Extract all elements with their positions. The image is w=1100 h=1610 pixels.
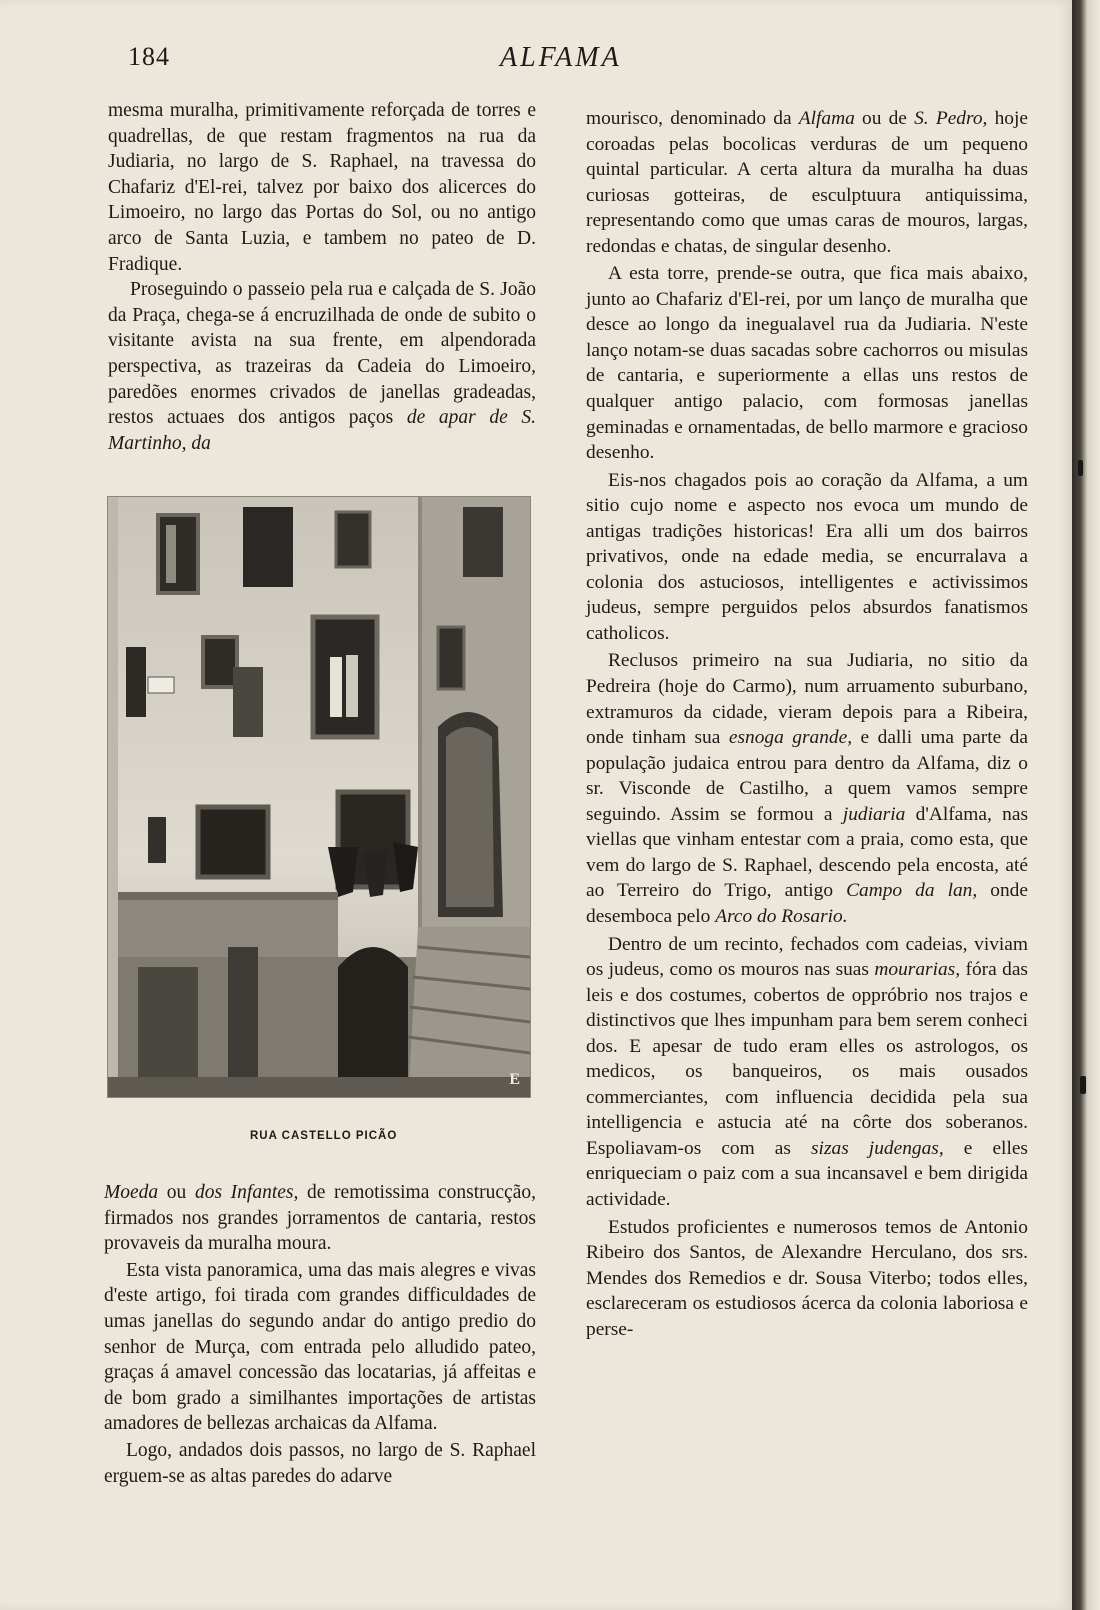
- paragraph: Esta vista panoramica, uma das mais alegres e vivas d'este artigo, foi tirada com grandes difficuldades de umas janellas do segundo andar do antigo predio do senhor de Murça, com entrada pelo alludido pateo, graças á amavel concessão das locatarias, já affeitas e de bom grado a similhantes importações de artistas amadores de bellezas archaicas da Alfama.: [104, 1259, 536, 1435]
- edge-mark: [1080, 1076, 1086, 1094]
- paragraph: A esta torre, prende-se outra, que fica mais abaixo, junto ao Chafariz d'El-rei, por um lanço de muralha que desce ao longo da inegualavel rua da Judiaria. N'este lanço notam-se duas sacadas sobre cachorros ou misulas de cantaria, e superiormente a ellas uns restos de qualquer antigo palacio, com formosas janellas geminadas e ornamentadas, de bello marmore e gracioso desenho.: [586, 263, 1028, 464]
- photograph-rua-castello-picao: [107, 496, 531, 1098]
- page-number: 184: [128, 42, 170, 71]
- paragraph: Eis-nos chagados pois ao coração da Alfama, a um sitio cujo nome e aspecto nos evoca um mundo de antigas tradições historicas! Era alli um dos bairros privativos, onde na edade media, se encurralava a colonia dos astuciosos, intelligentes e activissimos judeus, sempre perguidos pelos absurdos fanatismos catholicos.: [586, 469, 1028, 644]
- left-column-top: [108, 98, 536, 456]
- right-column: [586, 106, 1028, 1342]
- paragraph: Estudos proficientes e numerosos temos de Antonio Ribeiro dos Santos, de Alexandre Herculano, dos srs. Mendes dos Remedios e dr. Sousa Viterbo; todos elles, esclareceram os estudiosos ácerca da colonia laboriosa e perse-: [586, 1216, 1028, 1340]
- paragraph: mourisco, denominado da Alfama ou de S. Pedro, hoje coroadas pelas bocolicas verduras de um pequeno quintal particular. A certa altura da muralha ha duas curiosas gotteiras, de esculptuura antiquissima, representando como que umas caras de mouros, largas, redondas e chatas, de singular desenho.: [586, 108, 1028, 257]
- paragraph: Moeda ou dos Infantes, de remotissima construcção, firmados nos grandes jorramentos de cantaria, restos provaveis da muralha moura.: [104, 1182, 536, 1255]
- paragraph: mesma muralha, primitivamente reforçada de torres e quadrellas, de que restam fragmentos na rua da Judiaria, no largo de S. Raphael, na travessa do Chafariz d'El-rei, talvez por baixo dos alicerces do Limoeiro, no largo das Portas do Sol, ou no antigo arco de Santa Luzia, e tambem no pateo de D. Fradique.: [108, 100, 536, 275]
- paragraph: Proseguindo o passeio pela rua e calçada de S. João da Praça, chega-se á encruzilhada de onde de subito o visitante avista na sua frente, em alpendorada perspectiva, as trazeiras da Cadeia do Limoeiro, paredões enormes crivados de janellas gradeadas, restos actuaes dos antigos paços de apar de S. Martinho, da: [108, 279, 537, 454]
- page-edge: [1072, 0, 1100, 1610]
- paragraph: Reclusos primeiro na sua Judiaria, no sitio da Pedreira (hoje do Carmo), num arruamento suburbano, extramuros da cidade, vieram depois para a Ribeira, onde tinham sua esnoga grande, e dalli uma parte da população judaica entrou para dentro da Alfama, diz o sr. Visconde de Castilho, a quem vamos sempre seguindo. Assim se formou a judiaria d'Alfama, nas viellas que vinham entestar com a praia, como esta, que vem do largo de S. Raphael, descendo pela encosta, até ao Terreiro do Trigo, antigo Campo da lan, onde desemboca pelo Arco do Rosario.: [586, 650, 1028, 927]
- left-column-bottom: [104, 1180, 536, 1489]
- running-title: ALFAMA: [500, 42, 622, 73]
- building-photo-illustration: [108, 497, 530, 1097]
- paragraph: Dentro de um recinto, fechados com cadeias, viviam os judeus, como os mouros nas suas mourarias, fóra das leis e dos costumes, cobertos de oppróbrio nos trajos e distinctivos que lhes impunham para bem serem conheci dos. E apesar de tudo eram elles os astrologos, os medicos, os banqueiros, os mais ousados commerciantes, com influencia decidida pela sua intelligencia e astucia até na côrte dos soberanos. Espoliavam-os com as sizas judengas, e elles enriqueciam o paiz com a sua incansavel e bem dirigida actividade.: [586, 933, 1028, 1210]
- paragraph: Logo, andados dois passos, no largo de S. Raphael erguem-se as altas paredes do adarve: [104, 1439, 536, 1487]
- page-header: [0, 40, 1072, 80]
- edge-mark: [1078, 460, 1083, 476]
- figure-caption: RUA CASTELLO PICÃO: [250, 1130, 398, 1142]
- photographer-monogram: E: [509, 1071, 520, 1088]
